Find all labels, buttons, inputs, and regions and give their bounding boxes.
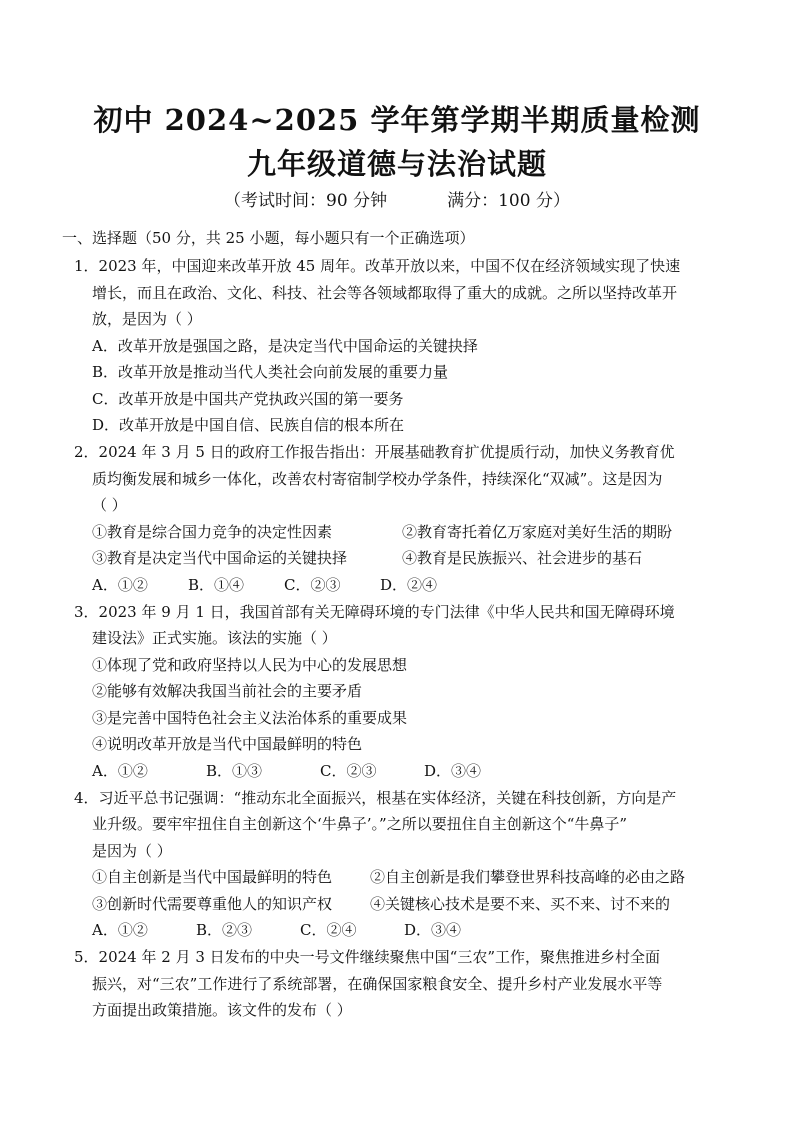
q3-option-b: B．①③ xyxy=(206,762,263,780)
q2-line-2: 质均衡发展和城乡一体化，改善农村寄宿制学校办学条件，持续深化“双减”。这是因为 xyxy=(92,470,663,488)
q2-option-b: B．①④ xyxy=(188,576,245,594)
exam-subtitle: 九年级道德与法治试题 xyxy=(246,147,547,181)
full-score: 满分：100 分） xyxy=(447,191,570,211)
q2-statement-3: ③教育是决定当代中国命运的关键抉择 xyxy=(92,549,348,567)
q3-option-a: A．①② xyxy=(92,762,148,780)
exam-info xyxy=(0,186,794,211)
q1-line-2: 增长，而且在政治、文化、科技、社会等各领域都取得了重大的成就。之所以坚持改革开 xyxy=(92,284,678,302)
q4-option-d: D．③④ xyxy=(404,921,462,939)
q4-option-a: A．①② xyxy=(92,921,148,939)
section-heading: 一、选择题（50 分，共 25 小题，每小题只有一个正确选项） xyxy=(62,229,475,247)
q4-line-3: 是因为（ ） xyxy=(92,842,172,860)
q5-line-1: 5．2024 年 2 月 3 日发布的中央一号文件继续聚焦中国“三农”工作，聚焦推进乡村全面 xyxy=(74,948,660,966)
q2-statement-1: ①教育是综合国力竞争的决定性因素 xyxy=(92,523,333,541)
q4-line-2: 业升级。要牢牢扭住自主创新这个‘牛鼻子’。”之所以要扭住自主创新这个“牛鼻子” xyxy=(92,815,628,833)
q3-statement-2: ②能够有效解决我国当前社会的主要矛盾 xyxy=(92,682,363,700)
q4-statement-4: ④关键核心技术是要不来、买不来、讨不来的 xyxy=(370,895,671,913)
q2-option-d: D．②④ xyxy=(380,576,438,594)
q2-option-a: A．①② xyxy=(92,576,148,594)
q3-line-2: 建设法》正式实施。该法的实施（ ） xyxy=(92,629,337,647)
q4-line-1: 4．习近平总书记强调：“推动东北全面振兴，根基在实体经济，关键在科技创新，方向是产 xyxy=(74,789,677,807)
q2-statement-4: ④教育是民族振兴、社会进步的基石 xyxy=(402,549,643,567)
q3-option-d: D．③④ xyxy=(424,762,482,780)
q3-statement-1: ①体现了党和政府坚持以人民为中心的发展思想 xyxy=(92,656,408,674)
q3-statement-4: ④说明改革开放是当代中国最鲜明的特色 xyxy=(92,735,363,753)
q3-line-1: 3．2023 年 9 月 1 日，我国首部有关无障碍环境的专门法律《中华人民共和国无障碍环境 xyxy=(74,603,675,621)
q3-option-c: C．②③ xyxy=(320,762,377,780)
q2-statement-2: ②教育寄托着亿万家庭对美好生活的期盼 xyxy=(402,523,673,541)
q4-option-b: B．②③ xyxy=(196,921,253,939)
q1-option-b: B．改革开放是推动当代人类社会向前发展的重要力量 xyxy=(92,363,449,381)
q5-line-2: 振兴，对“三农”工作进行了系统部署，在确保国家粮食安全、提升乡村产业发展水平等 xyxy=(92,975,663,993)
q1-option-d: D．改革开放是中国自信、民族自信的根本所在 xyxy=(92,416,405,434)
q1-line-3: 放，是因为（ ） xyxy=(92,310,202,328)
q4-statement-2: ②自主创新是我们攀登世界科技高峰的必由之路 xyxy=(370,868,686,886)
exam-time: （考试时间：90 分钟 xyxy=(224,191,388,211)
q2-option-c: C．②③ xyxy=(284,576,341,594)
q2-line-1: 2．2024 年 3 月 5 日的政府工作报告指出：开展基础教育扩优提质行动，加快义务教育优 xyxy=(74,443,675,461)
q1-line-1: 1．2023 年，中国迎来改革开放 45 周年。改革开放以来，中国不仅在经济领域实现了快速 xyxy=(74,257,681,275)
q3-statement-3: ③是完善中国特色社会主义法治体系的重要成果 xyxy=(92,709,408,727)
q4-statement-1: ①自主创新是当代中国最鲜明的特色 xyxy=(92,868,333,886)
q2-options xyxy=(92,575,437,595)
q4-option-c: C．②④ xyxy=(300,921,357,939)
q1-option-c: C．改革开放是中国共产党执政兴国的第一要务 xyxy=(92,390,404,408)
q4-statement-3: ③创新时代需要尊重他人的知识产权 xyxy=(92,895,333,913)
q3-options xyxy=(92,761,481,781)
q5-line-3: 方面提出政策措施。该文件的发布（ ） xyxy=(92,1001,352,1019)
exam-title: 初中 2024~2025 学年第学期半期质量检测 xyxy=(93,103,701,137)
q1-option-a: A．改革开放是强国之路，是决定当代中国命运的关键抉择 xyxy=(92,337,478,355)
q2-line-3: （ ） xyxy=(92,496,127,514)
q4-options xyxy=(92,920,461,940)
